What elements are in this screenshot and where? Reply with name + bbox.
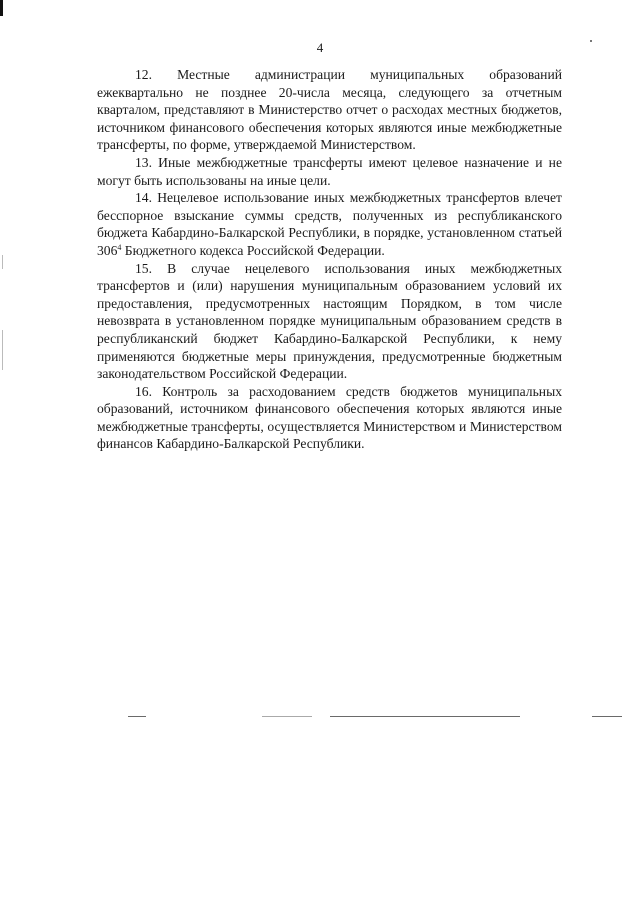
bottom-rule-segment <box>262 716 312 717</box>
paragraph-12 <box>97 66 562 154</box>
scan-edge-mark <box>0 0 3 16</box>
paragraph-number: 16. <box>135 383 152 399</box>
paragraph-16 <box>97 383 562 453</box>
paragraph-text: В случае нецелевого использования иных межбюджетных трансфертов и (или) нарушения муниципальным образованием условий их предоставления, предусмотренных настоящим Порядком, в том числе невозврата в установленном порядке муниципальным образованием средств в республиканский бюджет Кабардино-Балкарской Республики, к нему применяются бюджетные меры принуждения, предусмотренные бюджетным законодательством Российской Федерации. <box>97 260 562 382</box>
bottom-rule-segment <box>128 716 146 717</box>
paragraph-number: 15. <box>135 260 152 276</box>
bottom-rule-segment <box>592 716 622 717</box>
page-number: 4 <box>316 40 324 55</box>
paragraph-text: Контроль за расходованием средств бюджетов муниципальных образований, источником финансового обеспечения которых являются иные межбюджетные трансферты, осуществляется Министерством и Министерством финансов Кабардино-Балкарской Республики. <box>97 383 562 452</box>
scan-artifact <box>2 330 3 370</box>
paragraph-number: 13. <box>135 154 152 170</box>
bottom-rule-segment <box>330 716 520 717</box>
paragraph-13 <box>97 154 562 189</box>
paragraph-number: 14. <box>135 190 152 206</box>
paragraph-15 <box>97 260 562 383</box>
scan-artifact <box>2 255 3 269</box>
superscript: 4 <box>117 242 122 252</box>
paragraph-text-continued: Бюджетного кодекса Российской Федерации. <box>121 242 385 258</box>
paragraph-14 <box>97 189 562 259</box>
document-body <box>97 66 562 453</box>
paragraph-text: Иные межбюджетные трансферты имеют целевое назначение и не могут быть использованы на иные цели. <box>97 154 562 188</box>
paragraph-text: Нецелевое использование иных межбюджетных трансфертов влечет бесспорное взыскание суммы средств, полученных из республиканского бюджета Кабардино-Балкарской Республики, в порядке, установленном статьей 306 <box>97 190 562 258</box>
paragraph-number: 12. <box>135 67 152 82</box>
paragraph-text: Местные администрации муниципальных образований ежеквартально не позднее 20-числа месяца, следующего за отчетным кварталом, представляют в Министерство отчет о расходах местных бюджетов, источником финансового обеспечения которых являются иные межбюджетные трансферты, по форме, утверждаемой Министерством. <box>97 67 562 153</box>
